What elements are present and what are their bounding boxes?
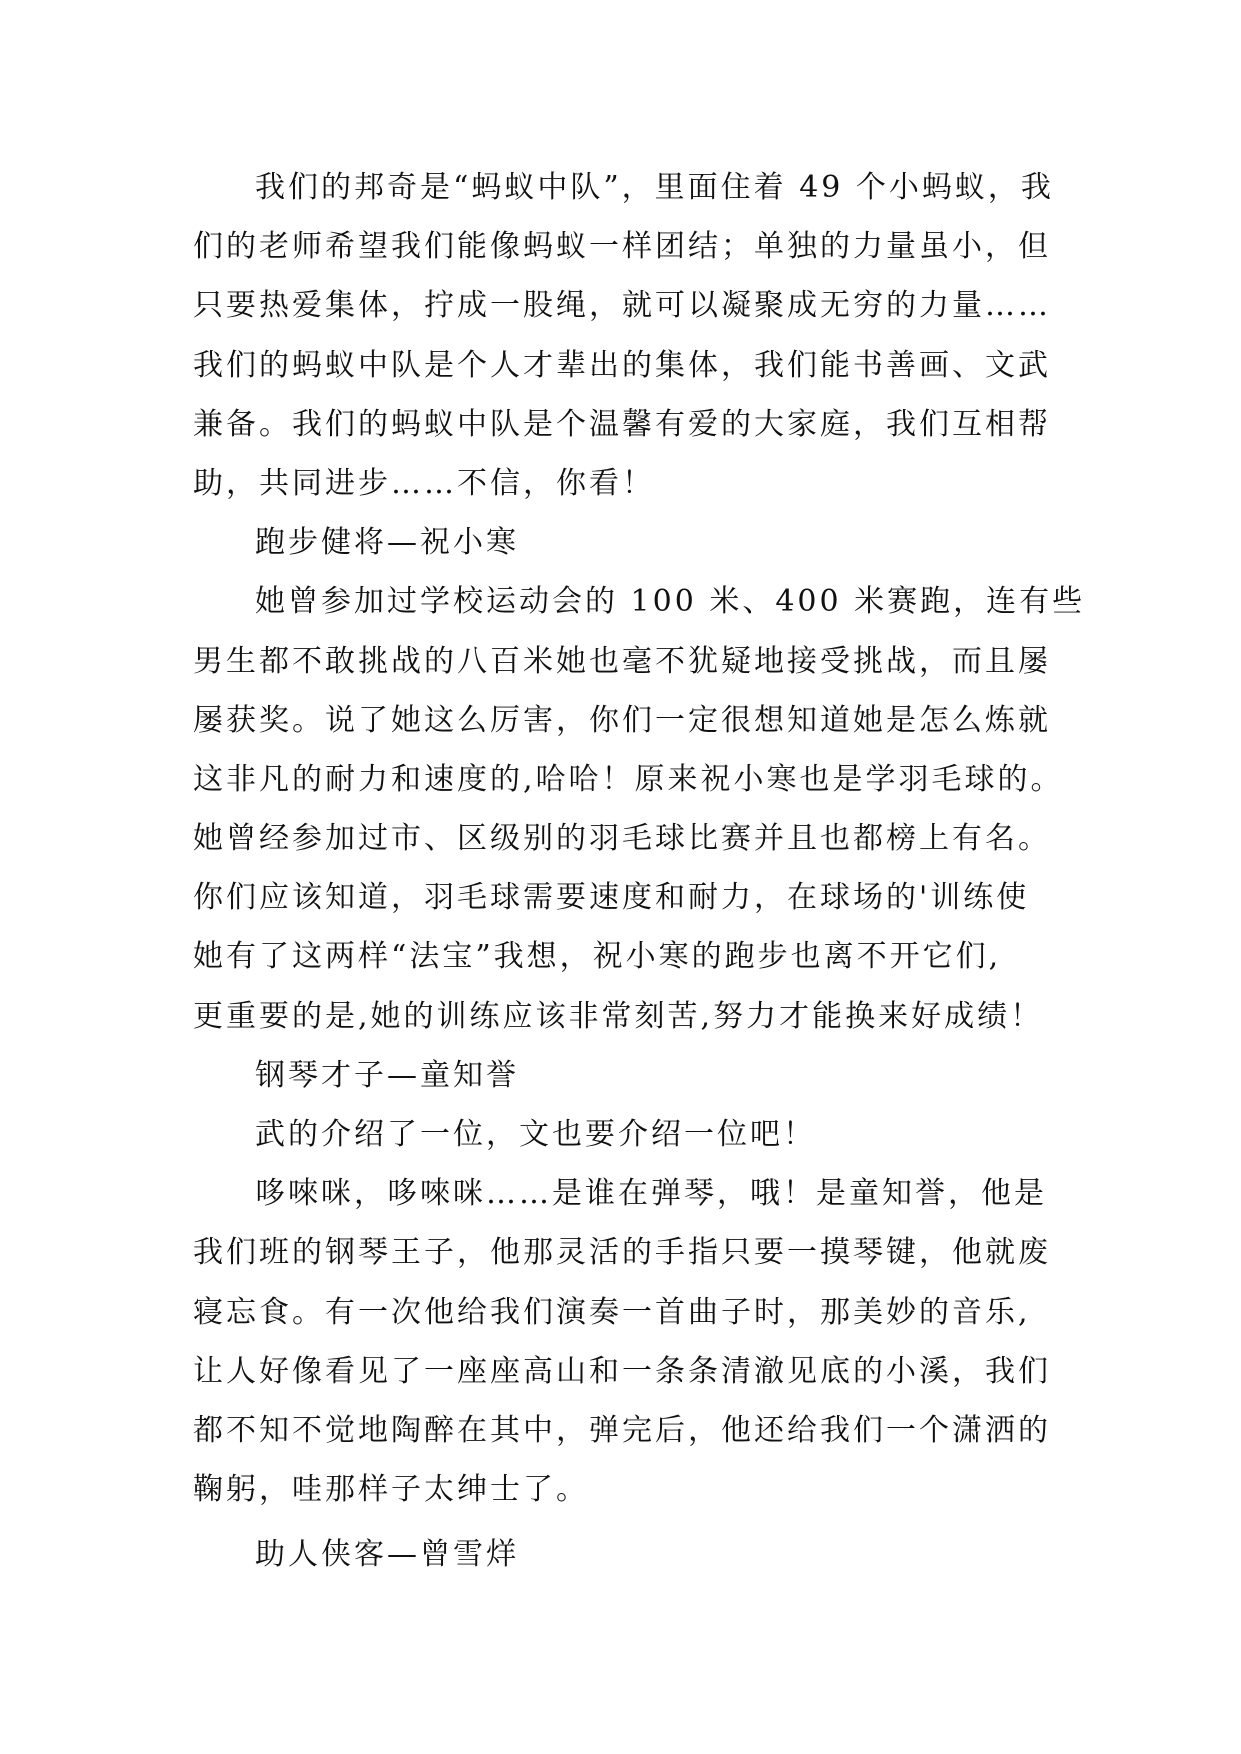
- section-heading: 助人侠客—曾雪烊: [255, 1537, 519, 1573]
- section-heading: 钢琴才子—童知誉: [255, 1057, 519, 1093]
- text-line: 男生都不敢挑战的八百米她也毫不犹疑地接受挑战，而且屡: [193, 643, 1051, 679]
- text-line: 屡获奖。说了她这么厉害，你们一定很想知道她是怎么炼就: [193, 702, 1051, 738]
- text-line: 武的介绍了一位，文也要介绍一位吧！: [255, 1117, 816, 1152]
- text-line: 助，共同进步……不信，你看！: [193, 465, 655, 501]
- text-line: 鞠躬，哇那样子太绅士了。: [193, 1472, 589, 1508]
- text-line: 让人好像看见了一座座高山和一条条清澈见底的小溪，我们: [193, 1353, 1051, 1389]
- text-line: 我们的蚂蚁中队是个人才辈出的集体，我们能书善画、文武: [193, 347, 1051, 383]
- text-line: 我们班的钢琴王子，他那灵活的手指只要一摸琴键，他就废: [193, 1235, 1051, 1271]
- text-line: 她曾参加过学校运动会的 100 米、400 米赛跑，连有些: [255, 584, 1086, 620]
- text-line: 更重要的是,她的训练应该非常刻苦,努力才能换来好成绩！: [193, 998, 1044, 1034]
- text-line: 哆唻咪，哆唻咪……是谁在弹琴，哦！是童知誉，他是: [255, 1176, 1047, 1212]
- text-line: 都不知不觉地陶醉在其中，弹完后，他还给我们一个潇洒的: [193, 1412, 1051, 1448]
- text-line: 我们的邦奇是“蚂蚁中队”，里面住着 49 个小蚂蚁，我: [255, 170, 1054, 205]
- text-line: 她曾经参加过市、区级别的羽毛球比赛并且也都榜上有名。: [193, 821, 1051, 857]
- text-line: 你们应该知道，羽毛球需要速度和耐力，在球场的'训练使: [193, 880, 1030, 916]
- text-line: 们的老师希望我们能像蚂蚁一样团结；单独的力量虽小，但: [193, 229, 1051, 265]
- section-heading: 跑步健将—祝小寒: [255, 525, 519, 561]
- text-line: 兼备。我们的蚂蚁中队是个温馨有爱的大家庭，我们互相帮: [193, 406, 1051, 442]
- text-line: 寝忘食。有一次他给我们演奏一首曲子时，那美妙的音乐,: [193, 1294, 1031, 1330]
- text-line: 只要热爱集体，拧成一股绳，就可以凝聚成无穷的力量……: [193, 288, 1051, 324]
- text-line: 她有了这两样“法宝”我想，祝小寒的跑步也离不开它们,: [193, 939, 1002, 975]
- text-line: 这非凡的耐力和速度的,哈哈！原来祝小寒也是学羽毛球的。: [193, 761, 1064, 797]
- document-body: [193, 158, 1086, 1585]
